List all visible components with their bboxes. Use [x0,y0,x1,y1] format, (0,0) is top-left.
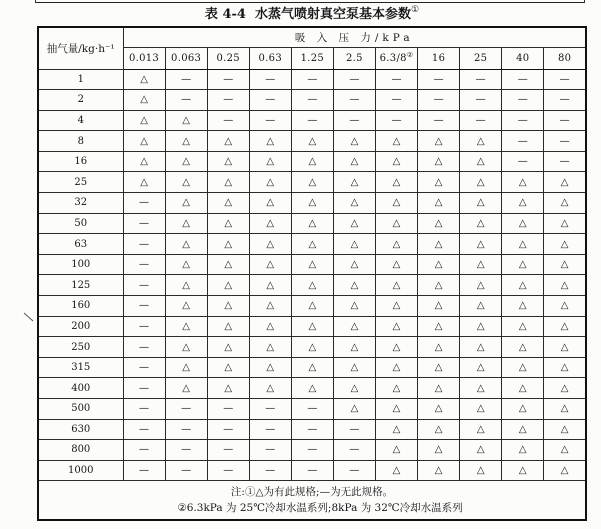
availability-cell: △ [375,193,417,214]
capacity-cell: 160 [38,296,123,317]
availability-cell: △ [460,440,502,461]
availability-cell: — [123,419,165,440]
table-row [38,193,586,214]
availability-cell: △ [123,110,165,131]
availability-cell: △ [207,254,249,275]
availability-cell: △ [460,254,502,275]
availability-cell: — [165,460,207,481]
availability-cell: △ [502,234,544,255]
availability-cell: △ [544,213,586,234]
table-row [38,460,586,481]
availability-cell: △ [544,193,586,214]
capacity-cell: 500 [38,399,123,420]
availability-cell: — [207,440,249,461]
availability-cell: △ [418,460,460,481]
availability-cell: — [249,110,291,131]
pressure-column-header: 0.013 [123,47,165,69]
availability-cell: △ [375,337,417,358]
availability-cell: △ [165,172,207,193]
table-row [38,440,586,461]
capacity-cell: 1000 [38,460,123,481]
availability-cell: △ [123,69,165,90]
availability-cell: △ [249,337,291,358]
availability-cell: — [291,69,333,90]
pressure-column-header: 0.063 [165,47,207,69]
capacity-cell: 16 [38,151,123,172]
availability-cell: △ [544,337,586,358]
availability-cell: — [249,399,291,420]
table-row [38,69,586,90]
availability-cell: — [544,90,586,111]
availability-cell: — [207,419,249,440]
availability-cell: △ [249,234,291,255]
capacity-cell: 50 [38,213,123,234]
availability-cell: △ [207,213,249,234]
availability-cell: △ [165,110,207,131]
availability-cell: — [460,90,502,111]
availability-cell: △ [375,378,417,399]
availability-cell: △ [249,172,291,193]
availability-cell: △ [544,357,586,378]
availability-cell: △ [502,378,544,399]
availability-cell: — [291,90,333,111]
availability-cell: △ [418,151,460,172]
availability-cell: — [460,110,502,131]
availability-cell: △ [291,234,333,255]
availability-cell: — [333,460,375,481]
availability-cell: △ [165,151,207,172]
capacity-cell: 200 [38,316,123,337]
availability-cell: — [502,151,544,172]
availability-cell: △ [165,275,207,296]
availability-cell: — [249,460,291,481]
capacity-cell: 2 [38,90,123,111]
availability-cell: △ [418,193,460,214]
table-row [38,90,586,111]
availability-cell: — [207,90,249,111]
availability-cell: △ [418,378,460,399]
capacity-cell: 125 [38,275,123,296]
availability-cell: △ [544,172,586,193]
availability-cell: △ [291,151,333,172]
availability-cell: △ [375,316,417,337]
capacity-cell: 400 [38,378,123,399]
availability-cell: — [375,69,417,90]
availability-cell: △ [207,296,249,317]
note-line-2: ②6.3kPa 为 25℃冷却水温系列;8kPa 为 32℃冷却水温系列 [177,502,463,515]
availability-cell: △ [460,357,502,378]
availability-cell: — [123,399,165,420]
availability-cell: △ [460,131,502,152]
availability-cell: — [502,90,544,111]
availability-cell: △ [291,131,333,152]
availability-cell: △ [333,193,375,214]
pressure-column-header: 0.63 [249,47,291,69]
availability-cell: △ [291,378,333,399]
availability-cell: △ [502,460,544,481]
availability-cell: △ [207,275,249,296]
notes-cell [38,481,586,521]
table-body [38,69,586,481]
pressure-column-header: 25 [460,47,502,69]
availability-cell: △ [375,357,417,378]
availability-cell: △ [502,440,544,461]
availability-cell: △ [333,357,375,378]
availability-cell: △ [544,399,586,420]
availability-cell: △ [333,296,375,317]
availability-cell: △ [502,296,544,317]
availability-cell: △ [375,131,417,152]
availability-cell: △ [502,399,544,420]
availability-cell: — [460,69,502,90]
availability-cell: △ [207,316,249,337]
availability-cell: △ [460,419,502,440]
availability-cell: △ [418,172,460,193]
availability-cell: △ [333,399,375,420]
availability-cell: △ [291,254,333,275]
availability-cell: △ [418,234,460,255]
capacity-cell: 63 [38,234,123,255]
availability-cell: △ [375,151,417,172]
availability-cell: — [502,69,544,90]
header-row-group [38,27,586,47]
availability-cell: △ [502,337,544,358]
availability-cell: △ [165,296,207,317]
availability-cell: — [418,69,460,90]
availability-cell: △ [375,275,417,296]
table-row [38,213,586,234]
availability-cell: △ [123,131,165,152]
table-row [38,275,586,296]
availability-cell: △ [207,378,249,399]
previous-table-border [35,0,585,3]
availability-cell: △ [418,296,460,317]
availability-cell: △ [207,172,249,193]
availability-cell: △ [502,275,544,296]
availability-cell: △ [249,357,291,378]
availability-cell: △ [333,234,375,255]
availability-cell: — [123,275,165,296]
availability-cell: △ [418,337,460,358]
availability-cell: △ [207,193,249,214]
availability-cell: △ [418,419,460,440]
availability-cell: — [375,90,417,111]
availability-cell: △ [544,316,586,337]
availability-cell: △ [249,213,291,234]
availability-cell: △ [375,172,417,193]
table-row [38,419,586,440]
availability-cell: — [207,110,249,131]
availability-cell: △ [375,399,417,420]
availability-cell: △ [544,440,586,461]
column-footnote-mark: ② [406,50,414,59]
availability-cell: △ [502,193,544,214]
availability-cell: △ [502,357,544,378]
capacity-cell: 8 [38,131,123,152]
availability-cell: — [123,316,165,337]
availability-cell: — [207,69,249,90]
capacity-cell: 100 [38,254,123,275]
availability-cell: △ [291,357,333,378]
availability-cell: — [123,440,165,461]
availability-cell: — [165,69,207,90]
availability-cell: △ [291,172,333,193]
note-line-1: 注:①△为有此规格;—为无此规格。 [230,486,394,499]
availability-cell: △ [207,337,249,358]
table-row [38,337,586,358]
availability-cell: △ [375,234,417,255]
availability-cell: — [123,193,165,214]
availability-cell: △ [460,337,502,358]
capacity-cell: 4 [38,110,123,131]
availability-cell: △ [291,213,333,234]
pressure-column-label: 6.3/8 [379,52,407,64]
availability-cell: △ [165,378,207,399]
availability-cell: — [249,90,291,111]
title-footnote-mark: ① [411,5,420,15]
availability-cell: — [544,110,586,131]
table-row [38,172,586,193]
availability-cell: △ [375,213,417,234]
availability-cell: △ [249,254,291,275]
availability-cell: △ [165,234,207,255]
availability-cell: △ [165,316,207,337]
availability-cell: △ [418,213,460,234]
availability-cell: △ [333,316,375,337]
table-row [38,378,586,399]
availability-cell: △ [249,193,291,214]
table-row [38,316,586,337]
capacity-cell: 250 [38,337,123,358]
table-row [38,399,586,420]
availability-cell: △ [460,316,502,337]
availability-cell: — [291,440,333,461]
table-row [38,254,586,275]
table-title [37,6,587,23]
availability-cell: — [249,440,291,461]
table-notes [38,481,586,521]
availability-cell: — [123,254,165,275]
pressure-column-header: 1.25 [291,47,333,69]
capacity-cell: 630 [38,419,123,440]
availability-cell: △ [207,131,249,152]
availability-cell: △ [544,254,586,275]
availability-cell: △ [544,234,586,255]
availability-cell: △ [502,419,544,440]
availability-cell: — [123,460,165,481]
availability-cell: — [165,419,207,440]
availability-cell: △ [165,357,207,378]
availability-cell: △ [544,296,586,317]
availability-cell: — [418,90,460,111]
availability-cell: △ [418,275,460,296]
availability-cell: — [544,131,586,152]
availability-cell: △ [249,131,291,152]
availability-cell: △ [333,254,375,275]
availability-cell: △ [418,440,460,461]
availability-cell: — [123,337,165,358]
availability-cell: — [123,213,165,234]
availability-cell: △ [333,151,375,172]
availability-cell: — [123,378,165,399]
scan-artifact-mark [22,311,36,325]
table-row [38,234,586,255]
availability-cell: △ [544,460,586,481]
availability-cell: △ [333,275,375,296]
availability-cell: △ [544,275,586,296]
availability-cell: △ [249,316,291,337]
table-row [38,110,586,131]
availability-cell: — [375,110,417,131]
pressure-column-header: 0.25 [207,47,249,69]
pressure-column-header: 80 [544,47,586,69]
availability-cell: △ [333,213,375,234]
availability-cell: — [207,399,249,420]
availability-cell: △ [165,337,207,358]
availability-cell: △ [249,378,291,399]
availability-cell: △ [418,357,460,378]
suction-pressure-header: 吸 入 压 力/kPa [123,27,586,47]
availability-cell: △ [502,172,544,193]
availability-cell: △ [291,275,333,296]
pressure-column-header: 16 [418,47,460,69]
table-row [38,131,586,152]
availability-cell: — [165,440,207,461]
table-row [38,357,586,378]
availability-cell: △ [460,399,502,420]
availability-cell: △ [375,460,417,481]
availability-cell: — [291,110,333,131]
pressure-column-header: 2.5 [333,47,375,69]
availability-cell: △ [460,172,502,193]
table-row [38,151,586,172]
availability-cell: △ [123,172,165,193]
availability-cell: △ [418,131,460,152]
capacity-cell: 32 [38,193,123,214]
availability-cell: — [123,296,165,317]
availability-cell: △ [165,193,207,214]
availability-cell: — [291,399,333,420]
availability-cell: — [291,460,333,481]
availability-cell: △ [418,316,460,337]
availability-cell: △ [165,131,207,152]
availability-cell: — [418,110,460,131]
availability-cell: △ [375,440,417,461]
availability-cell: △ [544,419,586,440]
availability-cell: — [291,419,333,440]
availability-cell: — [333,419,375,440]
availability-cell: △ [460,460,502,481]
notes-row [38,481,586,521]
availability-cell: — [123,234,165,255]
availability-cell: — [165,399,207,420]
availability-cell: △ [333,172,375,193]
capacity-cell: 800 [38,440,123,461]
capacity-cell: 25 [38,172,123,193]
availability-cell: — [502,110,544,131]
availability-cell: △ [207,357,249,378]
availability-cell: — [333,69,375,90]
availability-cell: △ [249,151,291,172]
availability-cell: △ [207,234,249,255]
availability-cell: △ [375,254,417,275]
availability-cell: — [207,460,249,481]
availability-cell: — [249,419,291,440]
availability-cell: — [333,90,375,111]
availability-cell: △ [460,296,502,317]
availability-cell: △ [375,419,417,440]
capacity-cell: 315 [38,357,123,378]
availability-cell: △ [207,151,249,172]
availability-cell: △ [418,399,460,420]
table-row [38,296,586,317]
availability-cell: — [333,110,375,131]
availability-cell: △ [165,213,207,234]
pump-parameter-table [37,26,587,521]
availability-cell: △ [249,275,291,296]
table-title-text: 表 4-4 水蒸气喷射真空泵基本参数 [204,7,411,22]
capacity-cell: 1 [38,69,123,90]
availability-cell: △ [291,337,333,358]
availability-cell: △ [460,151,502,172]
pressure-column-header-6-3-8 [375,47,417,69]
capacity-column-header: 抽气量/kg·h⁻¹ [38,27,123,69]
availability-cell: — [123,357,165,378]
availability-cell: — [502,131,544,152]
availability-cell: △ [333,337,375,358]
availability-cell: △ [123,151,165,172]
availability-cell: △ [375,296,417,317]
availability-cell: △ [460,234,502,255]
availability-cell: △ [502,254,544,275]
availability-cell: △ [249,296,291,317]
availability-cell: — [544,151,586,172]
availability-cell: △ [333,131,375,152]
availability-cell: △ [418,254,460,275]
availability-cell: △ [460,193,502,214]
availability-cell: △ [333,378,375,399]
availability-cell: — [333,440,375,461]
availability-cell: — [249,69,291,90]
availability-cell: △ [460,213,502,234]
availability-cell: △ [460,378,502,399]
availability-cell: △ [123,90,165,111]
availability-cell: △ [460,275,502,296]
availability-cell: △ [291,193,333,214]
availability-cell: △ [544,378,586,399]
availability-cell: — [544,69,586,90]
availability-cell: △ [502,316,544,337]
pressure-column-header: 40 [502,47,544,69]
availability-cell: — [165,90,207,111]
availability-cell: △ [165,254,207,275]
availability-cell: △ [291,316,333,337]
availability-cell: △ [291,296,333,317]
availability-cell: △ [502,213,544,234]
